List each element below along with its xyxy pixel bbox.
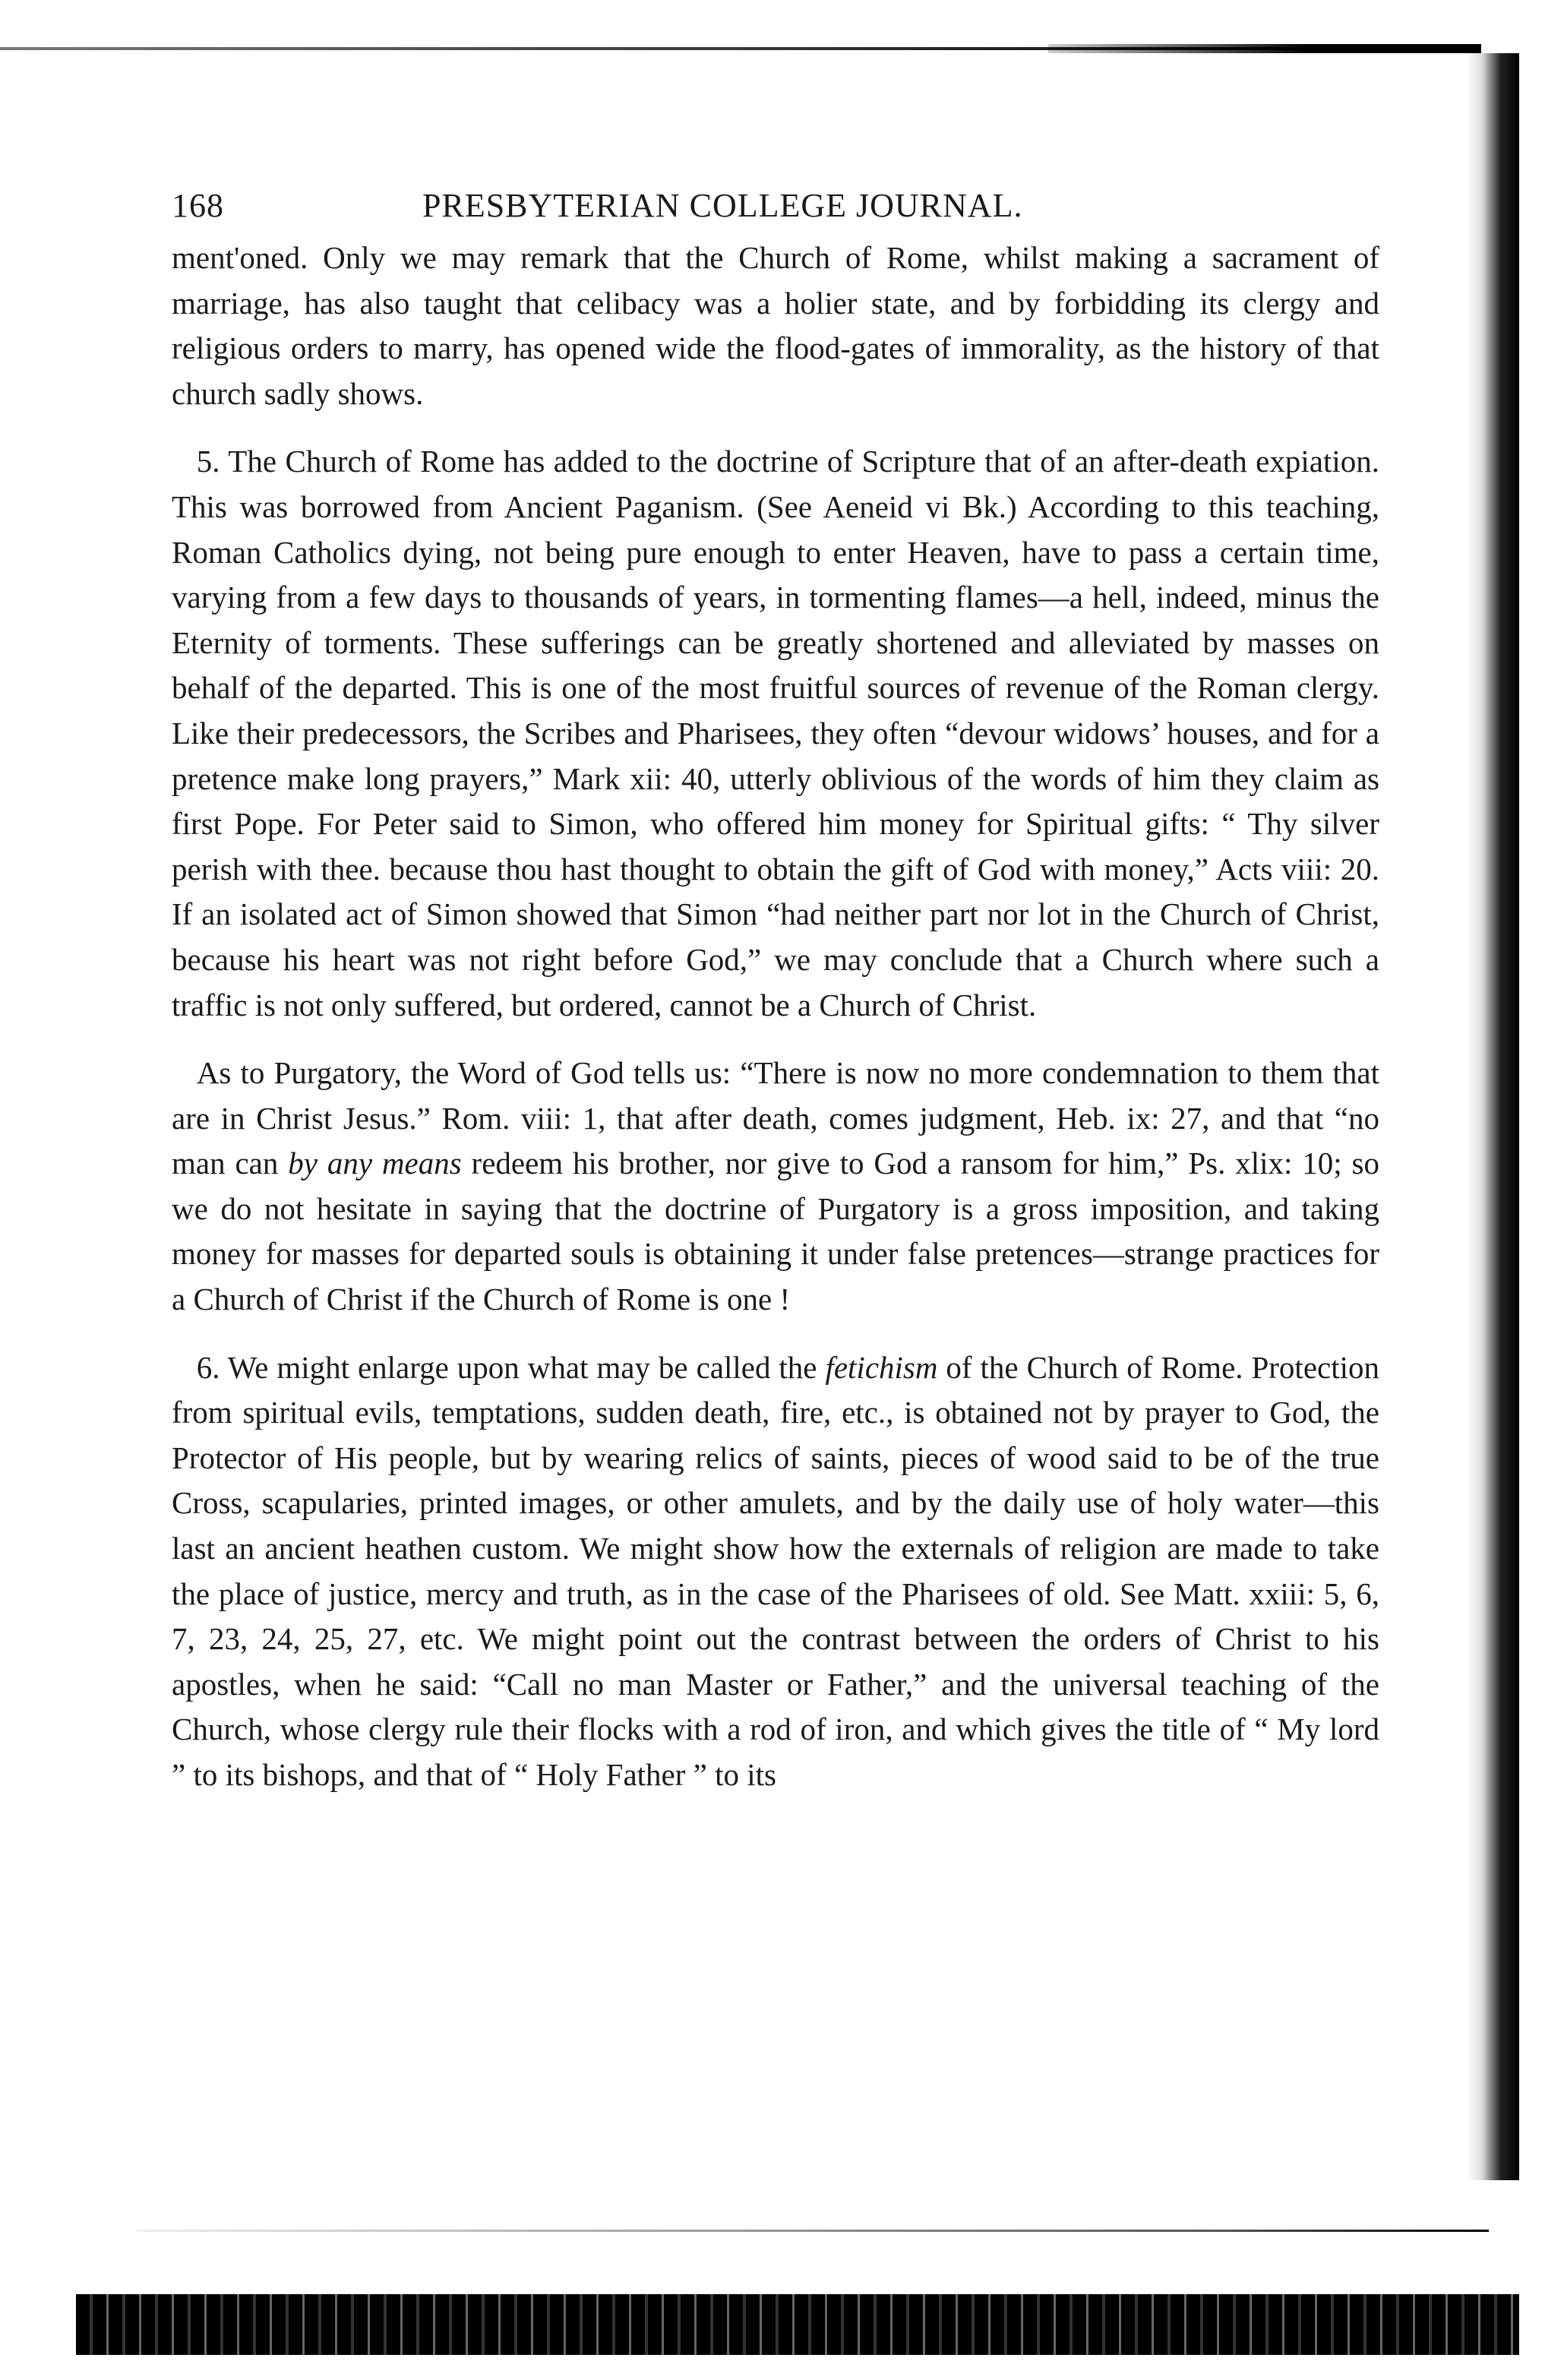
page-edge-shadow	[1466, 53, 1519, 2180]
running-head-title: PRESBYTERIAN COLLEGE JOURNAL.	[422, 187, 1023, 224]
bottom-rule	[137, 2230, 1489, 2232]
top-rule-shadow	[1048, 44, 1481, 53]
paragraph-point-6	[172, 1345, 1379, 1798]
running-header	[172, 186, 1379, 225]
paragraph-text: As to Purgatory, the Word of God tells us: “There is now no more condemnation to them that are in Christ Jesus.” Rom. viii: 1, that after death, comes judgment, Heb. ix: 27, and that “no man can	[172, 1055, 1379, 1181]
paragraph-purgatory	[172, 1051, 1379, 1323]
scan-bottom-band	[76, 2294, 1519, 2355]
paragraph-text: 5. The Church of Rome has added to the doctrine of Scripture that of an after-death expiation. This was borrowed from Ancient Paganism. (See Aeneid vi Bk.) According to this teaching, Roman Catholics dying, not being pure enough to enter Heaven, have to pass a certain time, varying from a few days to thousands of years, in tormenting flames—a hell, indeed, minus the Eternity of torments. These sufferings can be greatly shortened and alleviated by masses on behalf of the departed. This is one of the most fruitful sources of revenue of the Roman clergy. Like their predecessors, the Scribes and Pharisees, they often “devour widows’ houses, and for a pretence make long prayers,” Mark xii: 40, utterly oblivious of the words of him they claim as first Pope. For Peter said to Simon, who offered him money for Spiritual gifts: “ Thy silver perish with thee. because thou hast thought to obtain the gift of God with money,” Acts viii: 20. If an isolated act of Simon showed that Simon “had neither part nor lot in the Church of Christ, because his heart was not right before God,” we may conclude that a Church where such a traffic is not only suffered, but ordered, cannot be a Church of Christ.	[172, 444, 1379, 1022]
paragraph-text: 6. We might enlarge upon what may be called the	[196, 1349, 826, 1385]
paragraph-point-5	[172, 439, 1379, 1028]
italic-phrase: by any means	[288, 1146, 462, 1181]
paragraph-text: ment'oned. Only we may remark that the Church of Rome, whilst making a sacrament of marriage, has also taught that celibacy was a holier state, and by forbidding its clergy and religious orders to marry, has opened wide the flood-gates of immorality, as the history of that church sadly shows.	[172, 240, 1379, 411]
paragraph-text: redeem his brother, nor give to God a ransom for him,” Ps. xlix: 10; so we do not hesitate in saying that the doctrine of Purgatory is a gross imposition, and taking money for masses for departed souls is obtaining it under false pretences—strange practices for a Church of Christ if the Church of Rome is one !	[172, 1146, 1379, 1317]
page-body	[172, 186, 1379, 1798]
paragraph-text: of the Church of Rome. Protection from spiritual evils, temptations, sudden death, fire, etc., is obtained not by prayer to God, the Protector of His people, but by wearing relics of saints, pieces of wood said to be of the true Cross, scapularies, printed images, or other amulets, and by the daily use of holy water—this last an ancient heathen custom. We might show how the externals of religion are made to take the place of justice, mercy and truth, as in the case of the Pharisees of old. See Matt. xxiii: 5, 6, 7, 23, 24, 25, 27, etc. We might point out the contrast between the orders of Christ to his apostles, when he said: “Call no man Master or Father,” and the universal teaching of the Church, whose clergy rule their flocks with a rod of iron, and which gives the title of “ My lord ” to its bishops, and that of “ Holy Father ” to its	[172, 1349, 1379, 1792]
italic-phrase: fetichism	[825, 1349, 938, 1385]
page-number: 168	[172, 187, 224, 224]
paragraph-continued	[172, 235, 1379, 416]
